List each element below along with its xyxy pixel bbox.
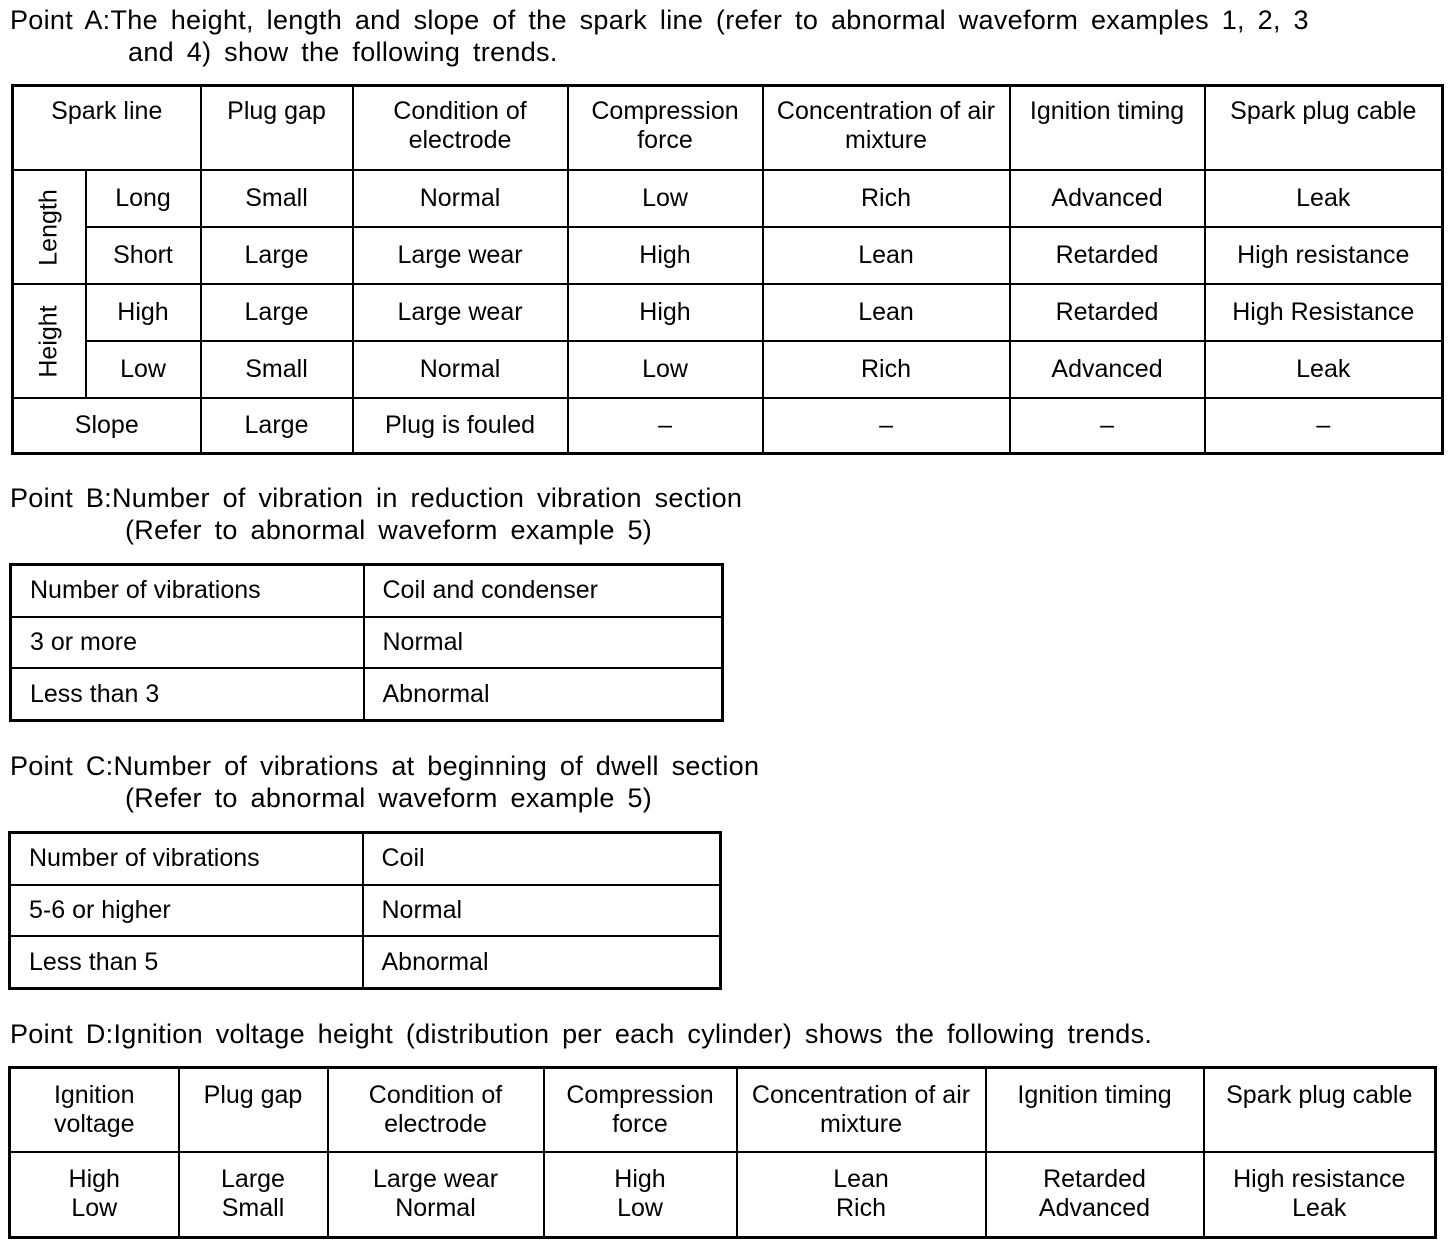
- table-cell: High Low: [544, 1152, 737, 1238]
- table-cell: Large: [201, 398, 353, 454]
- point-a-label: Point A:: [10, 5, 111, 35]
- table-cell: Normal: [364, 617, 723, 668]
- header-cell: Plug gap: [179, 1068, 328, 1152]
- table-cell: Advanced: [1010, 170, 1205, 227]
- point-a-line1: The height, length and slope of the spark line (refer to abnormal waveform examples 1, 2, 3: [110, 5, 1309, 35]
- header-cell: Ignition timing: [986, 1068, 1204, 1152]
- point-b-line1: Number of vibration in reduction vibration section: [111, 483, 743, 513]
- table-row: [10, 936, 721, 988]
- table-cell: Large wear: [353, 284, 568, 341]
- table-cell: High: [568, 227, 763, 284]
- table-cell: Plug is fouled: [353, 398, 568, 454]
- table-cell: Leak: [1205, 170, 1443, 227]
- header-cell: Condition of electrode: [353, 86, 568, 170]
- point-c-label: Point C:: [10, 751, 114, 781]
- table-cell: Low: [568, 170, 763, 227]
- table-cell: Large wear Normal: [328, 1152, 544, 1238]
- spark-line-table: [11, 84, 1444, 455]
- header-cell: Spark line: [13, 86, 201, 170]
- table-cell: –: [763, 398, 1010, 454]
- table-cell: Less than 5: [10, 936, 363, 988]
- table-cell: –: [1010, 398, 1205, 454]
- group-label-length: Length: [13, 170, 86, 284]
- table-cell: Rich: [763, 170, 1010, 227]
- table-cell: Abnormal: [363, 936, 721, 988]
- header-cell: Ignition timing: [1010, 86, 1205, 170]
- table-cell: Small: [201, 341, 353, 398]
- table-cell: Lean Rich: [737, 1152, 986, 1238]
- table-cell: Less than 3: [11, 668, 364, 720]
- sub-label: Long: [86, 170, 201, 227]
- table-cell: Leak: [1205, 341, 1443, 398]
- point-d-label: Point D:: [10, 1019, 114, 1049]
- table-row: [10, 885, 721, 936]
- point-a-heading: [10, 4, 1309, 68]
- table-cell: Advanced: [1010, 341, 1205, 398]
- sub-label: High: [86, 284, 201, 341]
- table-cell: Rich: [763, 341, 1010, 398]
- table-row: [13, 170, 1443, 227]
- point-d-heading: [10, 1018, 1152, 1050]
- table-header-row: [10, 833, 721, 885]
- sub-label: Short: [86, 227, 201, 284]
- table-header-row: [11, 565, 723, 617]
- table-row: [11, 617, 723, 668]
- table-cell: Large: [201, 284, 353, 341]
- table-cell: Normal: [363, 885, 721, 936]
- table-cell: High resistance Leak: [1204, 1152, 1436, 1238]
- header-cell: Coil: [363, 833, 721, 885]
- header-cell: Spark plug cable: [1205, 86, 1443, 170]
- header-cell: Spark plug cable: [1204, 1068, 1436, 1152]
- slope-label: Slope: [13, 398, 201, 454]
- header-cell: Concentration of air mixture: [737, 1068, 986, 1152]
- header-cell: Coil and condenser: [364, 565, 723, 617]
- point-c-table: [8, 831, 722, 990]
- group-label-height: Height: [13, 284, 86, 398]
- point-b-line2: (Refer to abnormal waveform example 5): [125, 515, 653, 545]
- point-a-line2: and 4) show the following trends.: [128, 37, 558, 67]
- point-b-table: [9, 563, 724, 722]
- table-row: [13, 227, 1443, 284]
- table-cell: High resistance: [1205, 227, 1443, 284]
- table-row: [11, 668, 723, 720]
- table-cell: Retarded: [1010, 227, 1205, 284]
- table-cell: Normal: [353, 170, 568, 227]
- header-cell: Compression force: [568, 86, 763, 170]
- table-cell: –: [568, 398, 763, 454]
- table-cell: Low: [568, 341, 763, 398]
- table-cell: 3 or more: [11, 617, 364, 668]
- table-cell: High: [568, 284, 763, 341]
- point-c-heading: [10, 750, 759, 814]
- header-cell: Condition of electrode: [328, 1068, 544, 1152]
- table-cell: Retarded: [1010, 284, 1205, 341]
- point-d-line1: Ignition voltage height (distribution per each cylinder) shows the following trends.: [113, 1019, 1153, 1049]
- table-cell: Large wear: [353, 227, 568, 284]
- table-cell: Retarded Advanced: [986, 1152, 1204, 1238]
- point-b-label: Point B:: [10, 483, 112, 513]
- table-cell: Large: [201, 227, 353, 284]
- header-cell: Number of vibrations: [10, 833, 363, 885]
- table-cell: Lean: [763, 227, 1010, 284]
- point-c-line2: (Refer to abnormal waveform example 5): [125, 783, 653, 813]
- table-cell: Small: [201, 170, 353, 227]
- table-row: [10, 1152, 1436, 1238]
- table-cell: High Low: [10, 1152, 179, 1238]
- table-header-row: [13, 86, 1443, 170]
- header-cell: Ignition voltage: [10, 1068, 179, 1152]
- point-b-heading: [10, 482, 742, 546]
- sub-label: Low: [86, 341, 201, 398]
- header-cell: Compression force: [544, 1068, 737, 1152]
- table-cell: Normal: [353, 341, 568, 398]
- table-header-row: [10, 1068, 1436, 1152]
- point-d-table: [8, 1066, 1437, 1239]
- table-cell: –: [1205, 398, 1443, 454]
- table-row: [13, 398, 1443, 454]
- table-row: [13, 341, 1443, 398]
- header-cell: Plug gap: [201, 86, 353, 170]
- point-c-line1: Number of vibrations at beginning of dwell section: [113, 751, 760, 781]
- header-cell: Concentration of air mixture: [763, 86, 1010, 170]
- table-cell: High Resistance: [1205, 284, 1443, 341]
- table-cell: Abnormal: [364, 668, 723, 720]
- table-cell: Lean: [763, 284, 1010, 341]
- table-cell: Large Small: [179, 1152, 328, 1238]
- table-row: [13, 284, 1443, 341]
- table-cell: 5-6 or higher: [10, 885, 363, 936]
- header-cell: Number of vibrations: [11, 565, 364, 617]
